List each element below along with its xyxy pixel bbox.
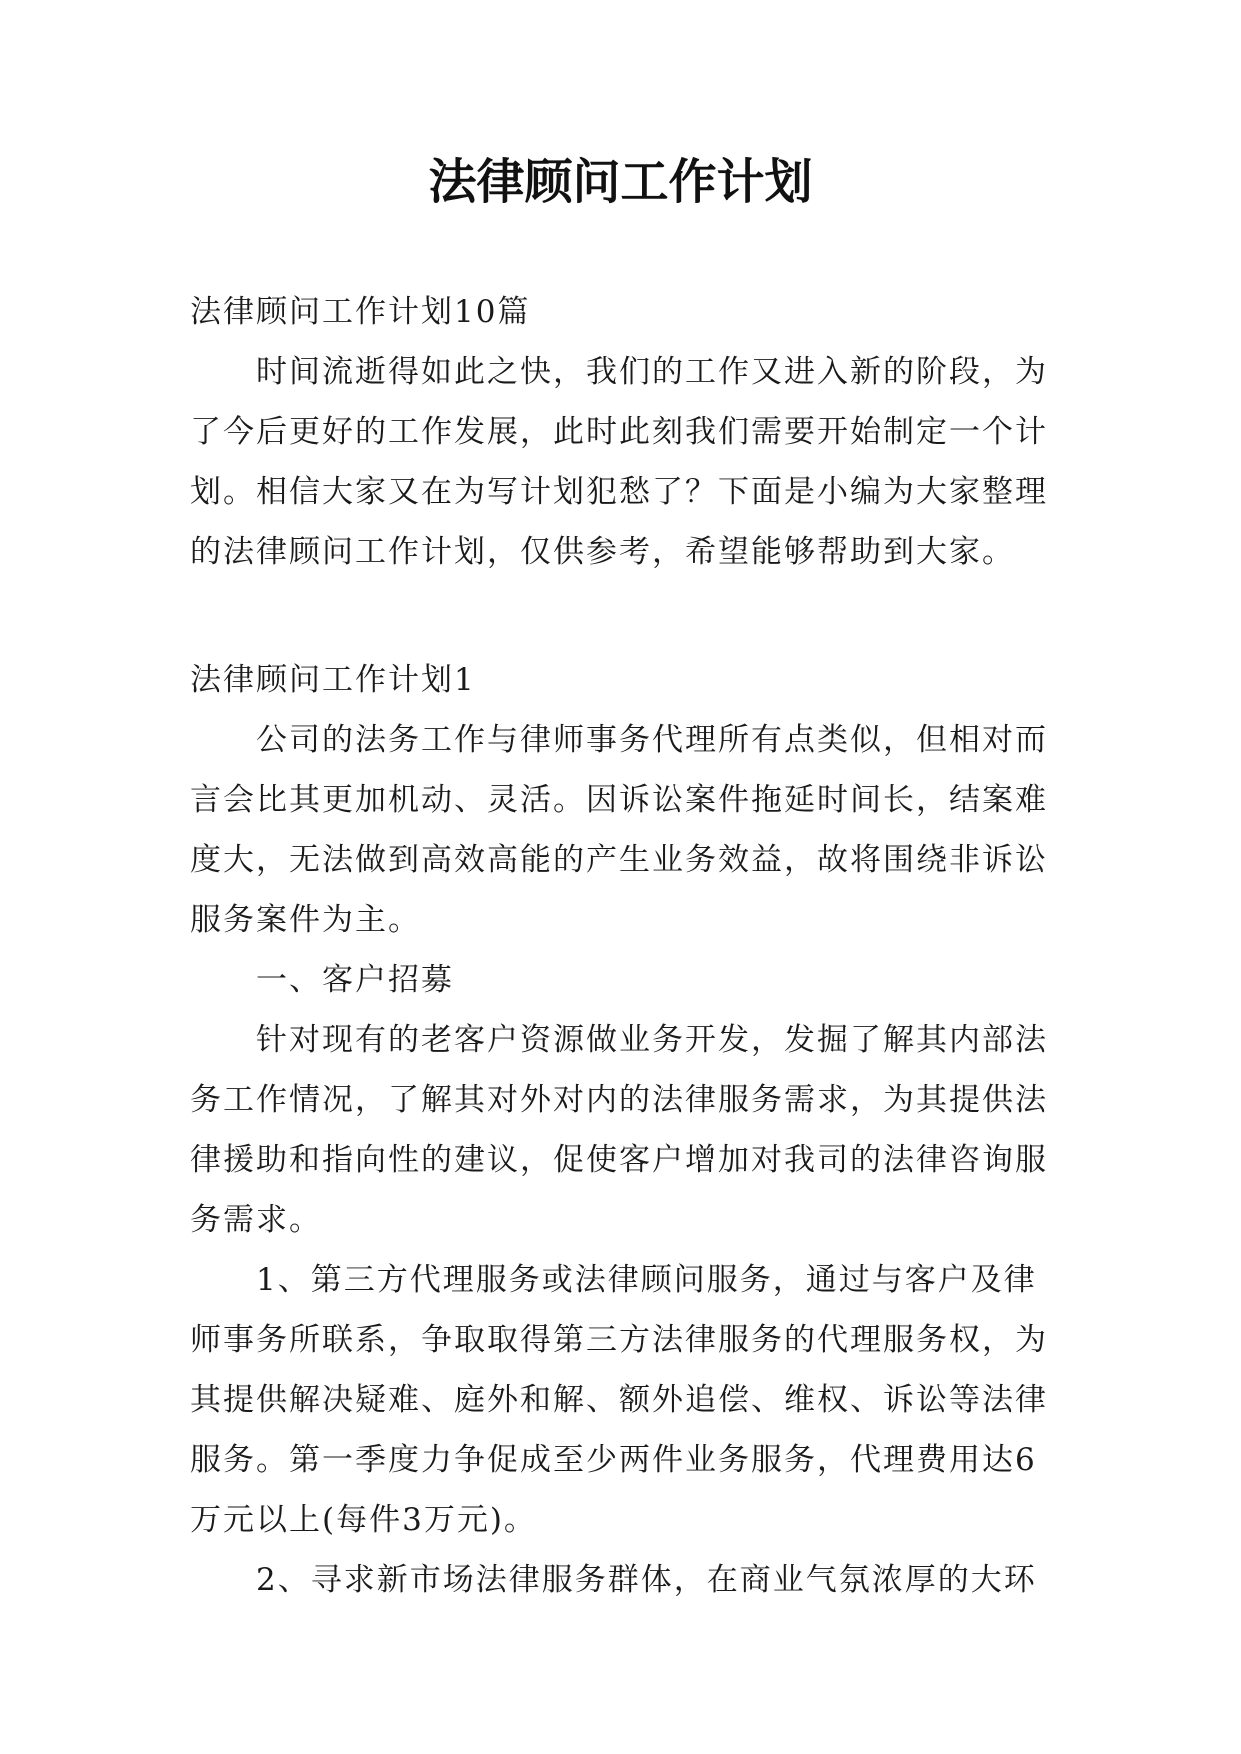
subsection-heading: 一、客户招募 [256, 962, 454, 998]
section-paragraph-line: 律援助和指向性的建议，促使客户增加对我司的法律咨询服 [190, 1142, 1048, 1178]
section-paragraph-line: 其提供解决疑难、庭外和解、额外追偿、维权、诉讼等法律 [190, 1382, 1048, 1418]
intro-heading: 法律顾问工作计划10篇 [190, 294, 531, 330]
section-heading: 法律顾问工作计划1 [190, 662, 476, 698]
section-paragraph-line: 公司的法务工作与律师事务代理所有点类似，但相对而 [256, 722, 1048, 758]
intro-paragraph-line: 了今后更好的工作发展，此时此刻我们需要开始制定一个计 [190, 414, 1048, 450]
intro-paragraph-line: 划。相信大家又在为写计划犯愁了？下面是小编为大家整理 [190, 474, 1048, 510]
document-body [190, 282, 1055, 1610]
section-paragraph-line: 言会比其更加机动、灵活。因诉讼案件拖延时间长，结案难 [190, 782, 1048, 818]
section-paragraph-line: 务工作情况，了解其对外对内的法律服务需求，为其提供法 [190, 1082, 1048, 1118]
document-title: 法律顾问工作计划 [428, 154, 813, 210]
section-paragraph-line: 服务案件为主。 [190, 902, 421, 938]
section-paragraph-line: 万元以上(每件3万元)。 [190, 1502, 537, 1538]
intro-paragraph-line: 的法律顾问工作计划，仅供参考，希望能够帮助到大家。 [190, 534, 1015, 570]
intro-paragraph-line: 时间流逝得如此之快，我们的工作又进入新的阶段，为 [256, 354, 1048, 390]
section-paragraph-line: 师事务所联系，争取取得第三方法律服务的代理服务权，为 [190, 1322, 1048, 1358]
section-paragraph-line: 针对现有的老客户资源做业务开发，发掘了解其内部法 [256, 1022, 1048, 1058]
section-spacer [190, 582, 1055, 650]
section-paragraph-line: 务需求。 [190, 1202, 322, 1238]
section-paragraph-line: 2、寻求新市场法律服务群体，在商业气氛浓厚的大环 [256, 1562, 1037, 1598]
section-paragraph-line: 服务。第一季度力争促成至少两件业务服务，代理费用达6 [190, 1442, 1037, 1478]
section-paragraph-line: 度大，无法做到高效高能的产生业务效益，故将围绕非诉讼 [190, 842, 1048, 878]
section-paragraph-line: 1、第三方代理服务或法律顾问服务，通过与客户及律 [256, 1262, 1037, 1298]
